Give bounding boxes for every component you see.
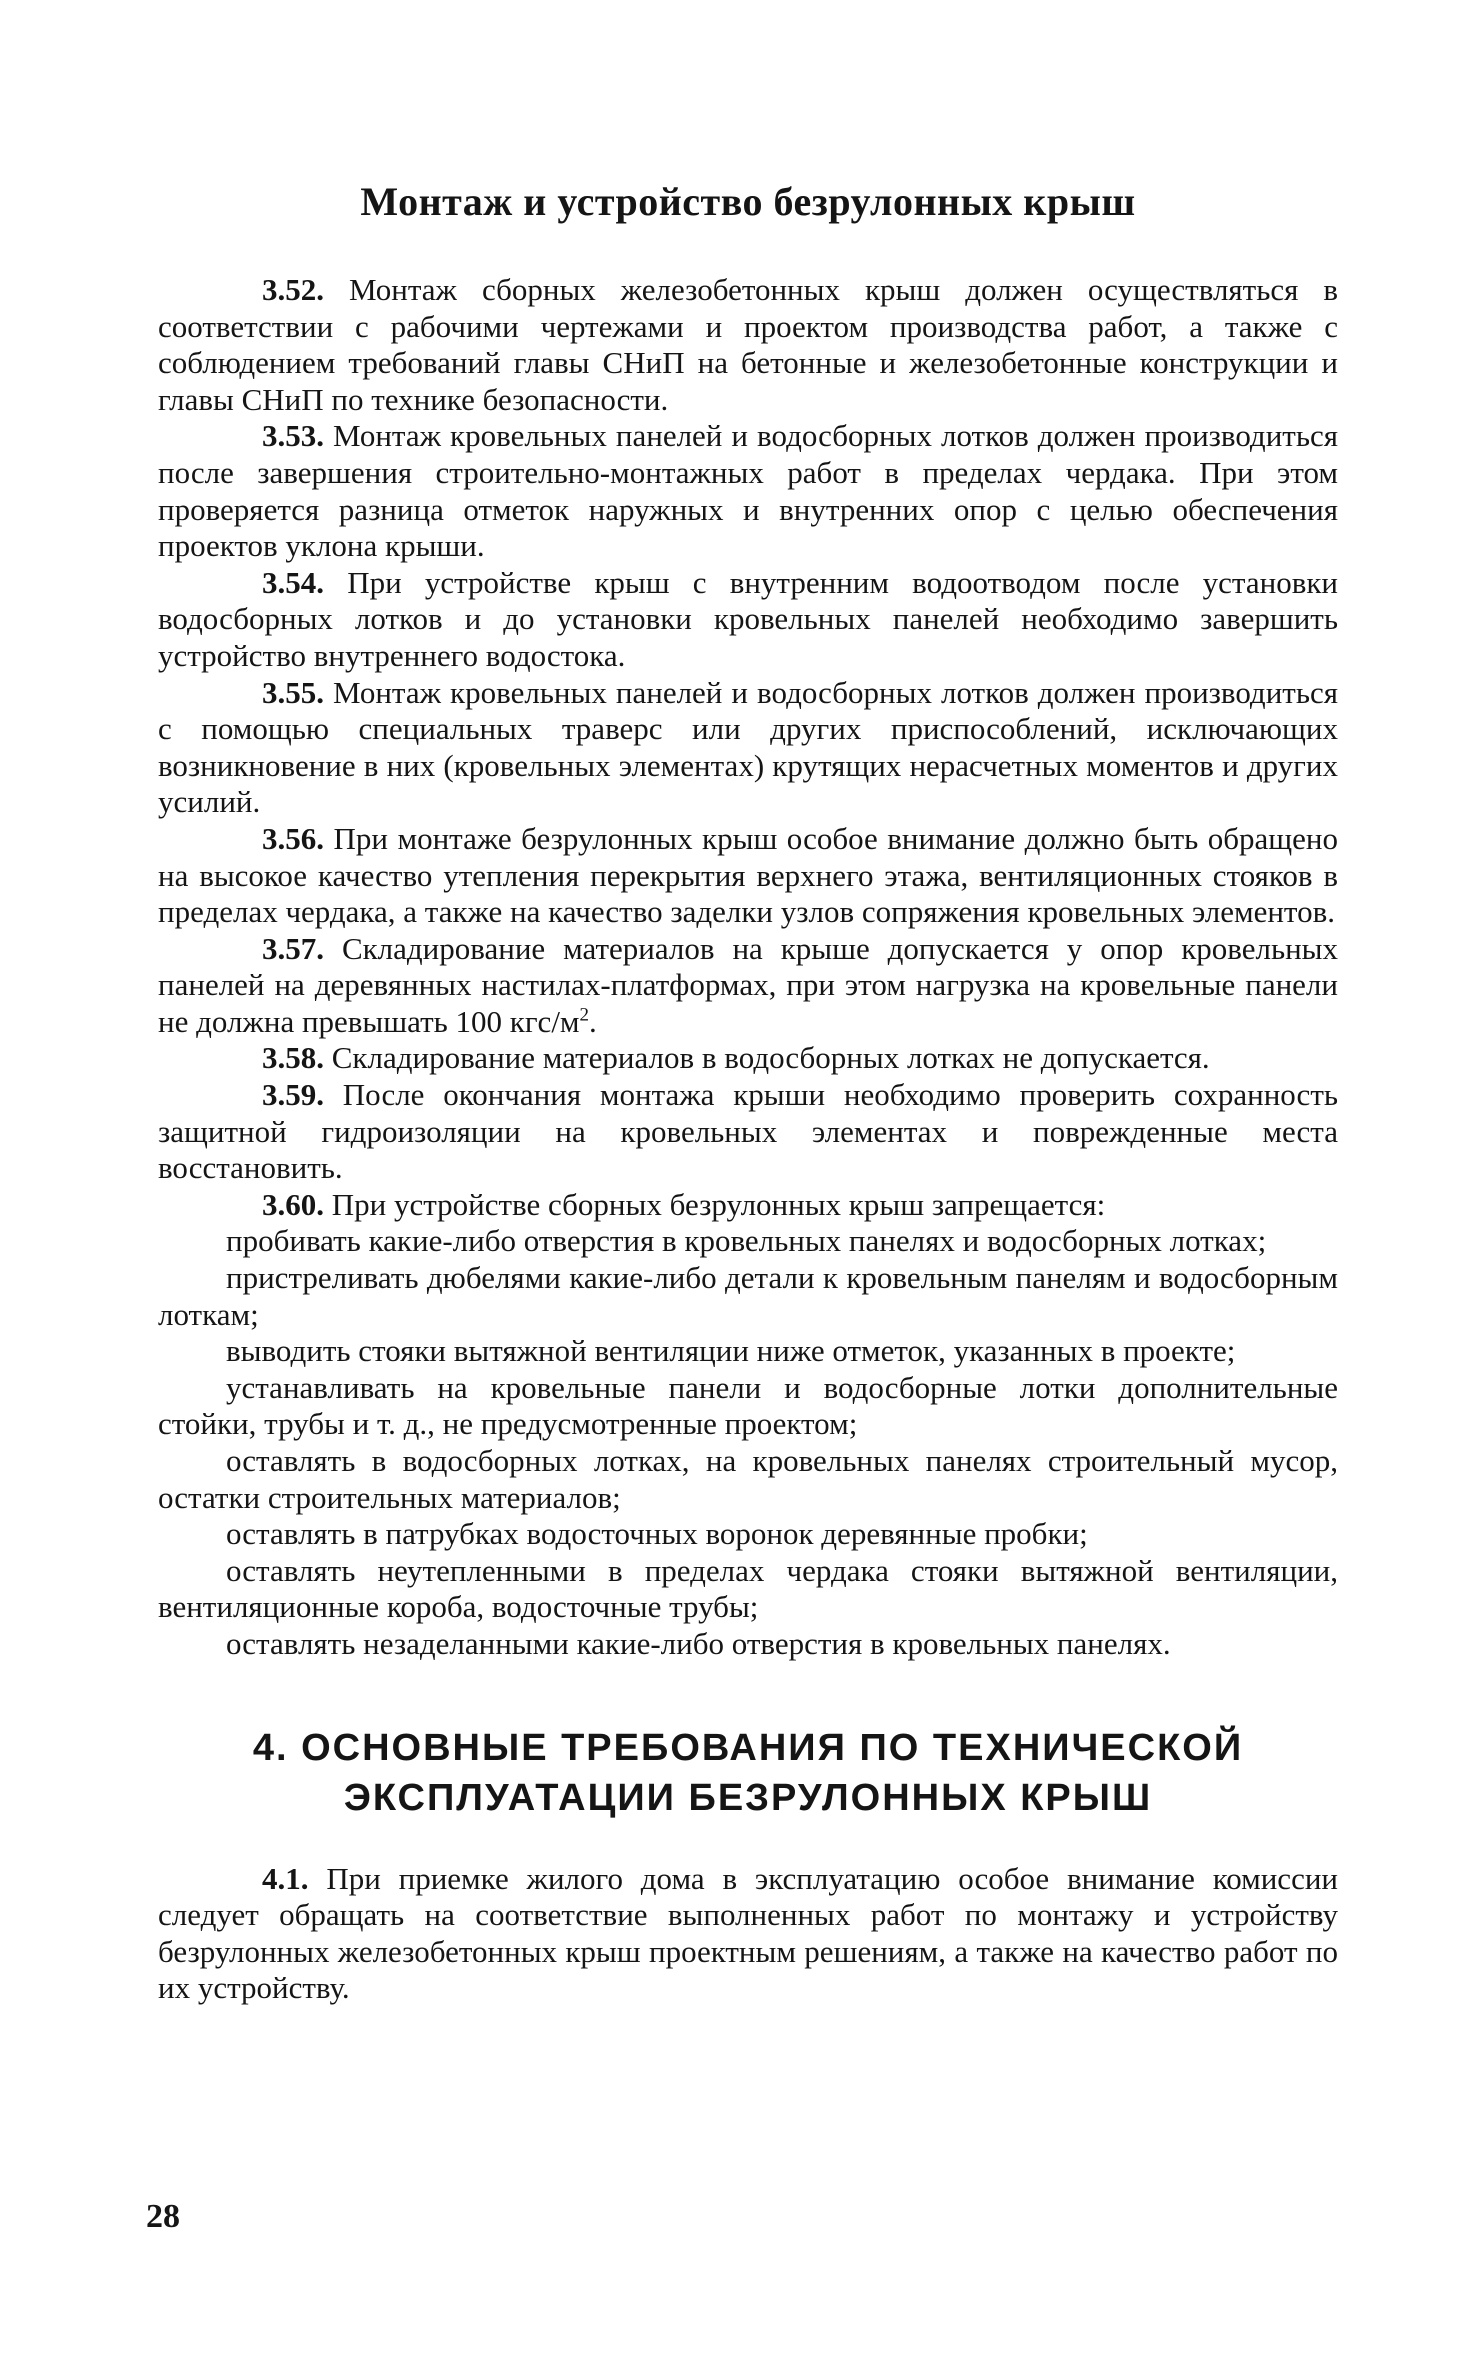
- paragraph-number: 3.57.: [262, 930, 324, 966]
- prohibition-item: оставлять в патрубках водосточных воронок деревянные пробки;: [226, 1516, 1088, 1552]
- paragraph-number: 3.59.: [262, 1077, 324, 1113]
- paragraph-4-1: [158, 1861, 1338, 2007]
- paragraph-number: 4.1.: [262, 1860, 309, 1896]
- prohibition-item: оставлять в водосборных лотках, на кровельных панелях строительный мусор, остатки строительных материалов;: [158, 1443, 1338, 1515]
- paragraph-text: Монтаж кровельных панелей и водосборных лотков должен производиться после завершения строительно-монтажных работ в пределах чердака. При этом проверяется разница отметок наружных и внутренних опор с целью обеспечения проектов уклона крыши.: [158, 418, 1338, 564]
- prohibition-item: выводить стояки вытяжной вентиляции ниже отметок, указанных в проекте;: [226, 1333, 1236, 1369]
- chapter-title: [158, 1723, 1338, 1823]
- paragraph-text: При монтаже безрулонных крыш особое внимание должно быть обращено на высокое качество утепления перекрытия верхнего этажа, вентиляционных стояков в пределах чердака, а также на качество заделки узлов сопряжения кровельных элементов.: [158, 820, 1339, 930]
- paragraph-3-53: [158, 418, 1338, 564]
- prohibition-item: пристреливать дюбелями какие-либо детали к кровельным панелям и водосборным лоткам;: [158, 1260, 1338, 1332]
- paragraph-number: 3.56.: [262, 820, 324, 856]
- paragraph-text: При приемке жилого дома в эксплуатацию особое внимание комиссии следует обращать на соответствие выполненных работ по монтажу и устройству безрулонных железобетонных крыш проектным решениям, а также на качество работ по их устройству.: [158, 1860, 1339, 2006]
- paragraph-text: При устройстве крыш с внутренним водоотводом после установки водосборных лотков и до установки кровельных панелей необходимо завершить устройство внутреннего водостока.: [158, 564, 1338, 673]
- paragraph-text: Монтаж кровельных панелей и водосборных лотков должен производиться с помощью специальных траверс или других приспособлений, исключающих возникновение в них (кровельных элементах) крутящих нерасчетных моментов и других усилий.: [158, 674, 1338, 820]
- prohibition-item: оставлять неутепленными в пределах чердака стояки вытяжной вентиляции, вентиляционные короба, водосточные трубы;: [158, 1552, 1338, 1625]
- section-title: Монтаж и устройство безрулонных крыш: [360, 179, 1136, 224]
- chapter-title-line-2: ЭКСПЛУАТАЦИИ БЕЗРУЛОННЫХ КРЫШ: [343, 1776, 1153, 1819]
- paragraph-text: Складирование материалов в водосборных лотках не допускается.: [331, 1040, 1210, 1076]
- paragraph-text: Монтаж сборных железобетонных крыш должен осуществляться в соответствии с рабочими чертежами и проектом производства работ, а также с соблюдением требований главы СНиП на бетонные и железобетонные конструкции и главы СНиП по технике безопасности.: [158, 272, 1338, 417]
- prohibition-item: устанавливать на кровельные панели и водосборные лотки дополнительные стойки, трубы и т. д., не предусмотренные проектом;: [158, 1369, 1338, 1442]
- paragraph-number: 3.55.: [262, 674, 324, 710]
- paragraph-3-58: [158, 1040, 1338, 1077]
- paragraph-3-56: [158, 821, 1338, 931]
- paragraph-text: При устройстве сборных безрулонных крыш запрещается:: [331, 1186, 1106, 1222]
- superscript: 2: [579, 1004, 590, 1026]
- paragraph-3-57: [158, 931, 1338, 1041]
- paragraph-3-59: [158, 1077, 1338, 1187]
- paragraph-tail: .: [589, 1003, 597, 1039]
- paragraph-3-52: [158, 272, 1338, 418]
- paragraph-3-55: [158, 675, 1338, 821]
- page-number: 28: [146, 2198, 180, 2235]
- paragraph-text: После окончания монтажа крыши необходимо проверить сохранность защитной гидроизоляции на кровельных элементах и поврежденные места восстановить.: [158, 1077, 1338, 1186]
- prohibition-item: оставлять незаделанными какие-либо отверстия в кровельных панелях.: [226, 1625, 1171, 1661]
- paragraph-text: Складирование материалов на крыше допускается у опор кровельных панелей на деревянных настилах-платформах, при этом нагрузка на кровельные панели не должна превышать 100 кгс/м: [158, 930, 1339, 1039]
- paragraph-number: 3.58.: [262, 1040, 324, 1076]
- paragraph-3-60: [158, 1187, 1338, 1224]
- paragraph-number: 3.54.: [262, 564, 324, 600]
- paragraph-number: 3.52.: [262, 272, 324, 307]
- chapter-title-line-1: 4. ОСНОВНЫЕ ТРЕБОВАНИЯ ПО ТЕХНИЧЕСКОЙ: [252, 1726, 1244, 1769]
- paragraph-number: 3.53.: [262, 418, 324, 454]
- prohibition-item: пробивать какие-либо отверстия в кровельных панелях и водосборных лотках;: [226, 1223, 1267, 1259]
- page-content: [158, 178, 1338, 2007]
- paragraph-number: 3.60.: [262, 1186, 324, 1222]
- paragraph-3-54: [158, 565, 1338, 675]
